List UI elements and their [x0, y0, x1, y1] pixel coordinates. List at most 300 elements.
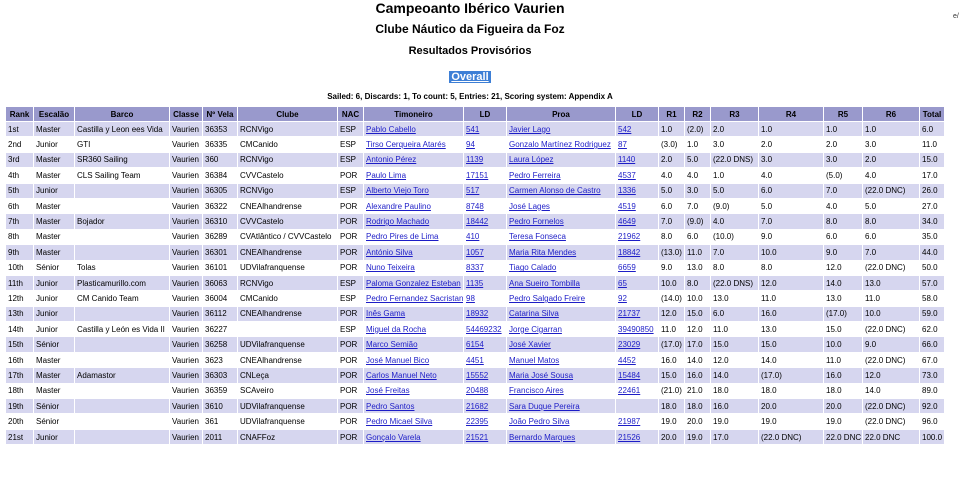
cell-nvela: 36303 — [203, 368, 237, 382]
cell-proa[interactable]: Teresa Fonseca — [507, 230, 615, 244]
cell-r6: 22.0 DNC — [863, 430, 919, 444]
cell-ld-crew[interactable]: 4452 — [616, 353, 658, 367]
cell-r3: 12.0 — [711, 353, 758, 367]
cell-r6: 12.0 — [863, 368, 919, 382]
cell-nvela: 36305 — [203, 184, 237, 198]
club-name: Clube Náutico da Figueira da Foz — [375, 22, 565, 36]
cell-r4: 12.0 — [759, 276, 823, 290]
table-row — [6, 230, 944, 244]
cell-rank: 7th — [6, 214, 33, 228]
cell-nvela: 36384 — [203, 168, 237, 182]
cell-r4: (17.0) — [759, 368, 823, 382]
cell-nac: ESP — [338, 322, 363, 336]
cell-rank: 1st — [6, 122, 33, 136]
cell-timoneiro[interactable]: José Freitas — [364, 384, 463, 398]
cell-ld-crew[interactable]: 22461 — [616, 384, 658, 398]
cell-timoneiro[interactable]: Pedro Micael Silva — [364, 414, 463, 428]
cell-classe: Vaurien — [170, 353, 202, 367]
cell-barco — [75, 414, 169, 428]
cell-total: 58.0 — [920, 291, 944, 305]
cell-escalao: Junior — [34, 430, 74, 444]
cell-classe: Vaurien — [170, 122, 202, 136]
cell-r5: 14.0 — [824, 276, 862, 290]
cell-r2: 16.0 — [685, 368, 710, 382]
cell-ld-helm[interactable]: 1135 — [464, 276, 506, 290]
cell-r2: 8.0 — [685, 276, 710, 290]
cell-r4: 16.0 — [759, 307, 823, 321]
cell-escalao: Master — [34, 353, 74, 367]
cell-classe: Vaurien — [170, 430, 202, 444]
cell-nac: POR — [338, 245, 363, 259]
cell-r5: 16.0 — [824, 368, 862, 382]
cell-r1: 1.0 — [659, 122, 684, 136]
cell-barco — [75, 230, 169, 244]
cell-r4: (22.0 DNC) — [759, 430, 823, 444]
column-header-barco: Barco — [75, 107, 169, 121]
cell-proa[interactable]: Francisco Aires — [507, 384, 615, 398]
cell-escalao: Sénior — [34, 337, 74, 351]
cell-ld-helm[interactable]: 18442 — [464, 214, 506, 228]
column-header-r2: R2 — [685, 107, 710, 121]
cell-ld-helm[interactable]: 8748 — [464, 199, 506, 213]
cell-ld-crew[interactable]: 39490850 — [616, 322, 658, 336]
cell-clube — [238, 322, 337, 336]
cell-proa[interactable]: João Pedro Silva — [507, 414, 615, 428]
cell-proa[interactable]: Jorge Cigarran — [507, 322, 615, 336]
cell-proa[interactable]: Javier Lago — [507, 122, 615, 136]
table-row — [6, 414, 944, 428]
cell-ld-crew[interactable]: 15484 — [616, 368, 658, 382]
column-header-escalao: Escalão — [34, 107, 74, 121]
cell-ld-helm[interactable]: 1057 — [464, 245, 506, 259]
cell-nac: POR — [338, 230, 363, 244]
cell-total: 59.0 — [920, 307, 944, 321]
cell-proa[interactable]: Pedro Ferreira — [507, 168, 615, 182]
cell-r3: (9.0) — [711, 199, 758, 213]
cell-r5: (17.0) — [824, 307, 862, 321]
cell-r2: 21.0 — [685, 384, 710, 398]
cell-r6: 8.0 — [863, 214, 919, 228]
cell-r3: 8.0 — [711, 261, 758, 275]
cell-classe: Vaurien — [170, 230, 202, 244]
cell-total: 57.0 — [920, 276, 944, 290]
cell-r1: 2.0 — [659, 153, 684, 167]
column-header-r1: R1 — [659, 107, 684, 121]
cell-r3: 16.0 — [711, 399, 758, 413]
cell-classe: Vaurien — [170, 153, 202, 167]
cell-r6: (22.0 DNC) — [863, 414, 919, 428]
cell-r6: (22.0 DNC) — [863, 399, 919, 413]
cell-r4: 6.0 — [759, 184, 823, 198]
cell-ld-crew[interactable]: 542 — [616, 122, 658, 136]
cell-ld-crew[interactable]: 21962 — [616, 230, 658, 244]
cell-r2: 13.0 — [685, 261, 710, 275]
cell-rank: 19th — [6, 399, 33, 413]
cell-ld-helm[interactable]: 541 — [464, 122, 506, 136]
cell-timoneiro[interactable]: Gonçalo Varela — [364, 430, 463, 444]
cell-classe: Vaurien — [170, 337, 202, 351]
cell-r2: (9.0) — [685, 214, 710, 228]
cell-nac: ESP — [338, 291, 363, 305]
cell-ld-crew[interactable]: 87 — [616, 137, 658, 151]
cell-timoneiro[interactable]: Inês Gama — [364, 307, 463, 321]
cell-nvela: 36258 — [203, 337, 237, 351]
cell-r5: 2.0 — [824, 137, 862, 151]
cell-timoneiro[interactable]: Alexandre Paulino — [364, 199, 463, 213]
cell-proa[interactable]: Maria José Sousa — [507, 368, 615, 382]
cell-barco — [75, 307, 169, 321]
cell-nvela: 36289 — [203, 230, 237, 244]
table-row — [6, 168, 944, 182]
cell-r3: 4.0 — [711, 214, 758, 228]
cell-classe: Vaurien — [170, 307, 202, 321]
cell-ld-helm[interactable]: 22395 — [464, 414, 506, 428]
cell-classe: Vaurien — [170, 399, 202, 413]
cell-clube: RCNVigo — [238, 184, 337, 198]
cell-r2: 1.0 — [685, 137, 710, 151]
cell-barco: Adamastor — [75, 368, 169, 382]
cell-r6: 1.0 — [863, 122, 919, 136]
cell-escalao: Master — [34, 368, 74, 382]
cell-nvela: 36359 — [203, 384, 237, 398]
cell-nac: POR — [338, 399, 363, 413]
cell-rank: 5th — [6, 184, 33, 198]
cell-r1: 9.0 — [659, 261, 684, 275]
cell-escalao: Sénior — [34, 399, 74, 413]
cell-r4: 1.0 — [759, 122, 823, 136]
table-row — [6, 276, 944, 290]
cell-proa[interactable]: Bernardo Marques — [507, 430, 615, 444]
cell-classe: Vaurien — [170, 137, 202, 151]
cell-rank: 2nd — [6, 137, 33, 151]
cell-classe: Vaurien — [170, 199, 202, 213]
table-row — [6, 184, 944, 198]
cell-proa[interactable]: Maria Rita Mendes — [507, 245, 615, 259]
column-header-rank: Rank — [6, 107, 33, 121]
cell-ld-helm[interactable]: 410 — [464, 230, 506, 244]
cell-clube: SCAveiro — [238, 384, 337, 398]
cell-ld-helm[interactable]: 4451 — [464, 353, 506, 367]
cell-r6: 6.0 — [863, 230, 919, 244]
cell-nac: POR — [338, 307, 363, 321]
table-row — [6, 353, 944, 367]
cell-r5: 3.0 — [824, 153, 862, 167]
cell-nvela: 36112 — [203, 307, 237, 321]
table-row — [6, 322, 944, 336]
cell-r3: 6.0 — [711, 307, 758, 321]
table-header-row — [6, 107, 944, 121]
cell-timoneiro[interactable]: Pedro Santos — [364, 399, 463, 413]
cell-proa[interactable]: Catarina Silva — [507, 307, 615, 321]
cell-barco — [75, 199, 169, 213]
cell-nac: POR — [338, 337, 363, 351]
cell-barco — [75, 245, 169, 259]
cell-r1: 8.0 — [659, 230, 684, 244]
scoring-summary: Sailed: 6, Discards: 1, To count: 5, Entries: 21, Scoring system: Appendix A — [327, 92, 613, 101]
cell-nac: ESP — [338, 122, 363, 136]
cell-classe: Vaurien — [170, 276, 202, 290]
cell-ld-helm[interactable]: 17151 — [464, 168, 506, 182]
cell-classe: Vaurien — [170, 368, 202, 382]
column-header-r5: R5 — [824, 107, 862, 121]
cell-rank: 16th — [6, 353, 33, 367]
cell-barco — [75, 384, 169, 398]
cell-ld-helm[interactable]: 54469232 — [464, 322, 506, 336]
results-subtitle: Resultados Provisórios — [408, 45, 532, 57]
cell-r6: (22.0 DNC) — [863, 261, 919, 275]
cell-r2: 4.0 — [685, 168, 710, 182]
cell-r3: (22.0 DNS) — [711, 153, 758, 167]
cell-r3: 17.0 — [711, 430, 758, 444]
cell-classe: Vaurien — [170, 184, 202, 198]
cell-r4: 5.0 — [759, 199, 823, 213]
cell-r3: 5.0 — [711, 184, 758, 198]
cell-r4: 15.0 — [759, 337, 823, 351]
cell-ld-helm[interactable]: 18932 — [464, 307, 506, 321]
cell-r2: 12.0 — [685, 322, 710, 336]
cell-r1: (14.0) — [659, 291, 684, 305]
cell-r5: 15.0 — [824, 322, 862, 336]
cell-rank: 9th — [6, 245, 33, 259]
cell-clube: CVVCastelo — [238, 168, 337, 182]
cell-total: 11.0 — [920, 137, 944, 151]
cell-clube: CNEAlhandrense — [238, 245, 337, 259]
cell-rank: 21st — [6, 430, 33, 444]
table-row — [6, 199, 944, 213]
cell-nac: ESP — [338, 276, 363, 290]
cell-nvela: 36301 — [203, 245, 237, 259]
cell-r1: (3.0) — [659, 137, 684, 151]
cell-classe: Vaurien — [170, 214, 202, 228]
cell-barco: Castilla y Leon ees Vida — [75, 122, 169, 136]
cell-proa[interactable]: Ana Sueiro Tombilla — [507, 276, 615, 290]
cell-total: 6.0 — [920, 122, 944, 136]
cell-clube: CVAtlântico / CVVCastelo — [238, 230, 337, 244]
cell-classe: Vaurien — [170, 291, 202, 305]
cell-nvela: 36335 — [203, 137, 237, 151]
cell-r4: 7.0 — [759, 214, 823, 228]
cell-r6: (22.0 DNC) — [863, 353, 919, 367]
cell-rank: 18th — [6, 384, 33, 398]
cell-timoneiro[interactable]: Carlos Manuel Neto — [364, 368, 463, 382]
cell-timoneiro[interactable]: António Silva — [364, 245, 463, 259]
cell-total: 27.0 — [920, 199, 944, 213]
cell-proa[interactable]: José Xavier — [507, 337, 615, 351]
cell-escalao: Sénior — [34, 414, 74, 428]
cell-r6: 2.0 — [863, 153, 919, 167]
cell-r4: 3.0 — [759, 153, 823, 167]
cell-nvela: 36004 — [203, 291, 237, 305]
cell-ld-crew[interactable]: 21526 — [616, 430, 658, 444]
cell-ld-helm[interactable]: 20488 — [464, 384, 506, 398]
cell-ld-helm[interactable]: 98 — [464, 291, 506, 305]
cell-ld-crew[interactable]: 23029 — [616, 337, 658, 351]
cell-escalao: Master — [34, 168, 74, 182]
cell-proa[interactable]: Carmen Alonso de Castro — [507, 184, 615, 198]
cell-escalao: Sénior — [34, 261, 74, 275]
cell-r5: 12.0 — [824, 261, 862, 275]
cell-timoneiro[interactable]: Paulo Lima — [364, 168, 463, 182]
cell-total: 17.0 — [920, 168, 944, 182]
cell-r6: 9.0 — [863, 337, 919, 351]
cell-r4: 13.0 — [759, 322, 823, 336]
cell-total: 44.0 — [920, 245, 944, 259]
cell-total: 92.0 — [920, 399, 944, 413]
cell-r4: 19.0 — [759, 414, 823, 428]
cell-ld-helm[interactable]: 1139 — [464, 153, 506, 167]
cell-barco — [75, 184, 169, 198]
column-header-nac: NAC — [338, 107, 363, 121]
cell-r6: 5.0 — [863, 199, 919, 213]
cell-timoneiro[interactable]: Nuno Teixeira — [364, 261, 463, 275]
table-row — [6, 261, 944, 275]
cell-total: 50.0 — [920, 261, 944, 275]
cell-nac: POR — [338, 261, 363, 275]
cell-r4: 11.0 — [759, 291, 823, 305]
cell-r6: (22.0 DNC) — [863, 322, 919, 336]
cell-rank: 6th — [6, 199, 33, 213]
cell-ld-crew[interactable]: 92 — [616, 291, 658, 305]
cell-timoneiro[interactable]: Pedro Pires de Lima — [364, 230, 463, 244]
cell-escalao: Master — [34, 214, 74, 228]
cell-ld-helm[interactable]: 8337 — [464, 261, 506, 275]
table-row — [6, 122, 944, 136]
table-row — [6, 368, 944, 382]
cell-ld-helm[interactable]: 94 — [464, 137, 506, 151]
cell-clube: CMCanido — [238, 291, 337, 305]
cell-ld-crew[interactable]: 21737 — [616, 307, 658, 321]
cell-r3: (10.0) — [711, 230, 758, 244]
cell-escalao: Junior — [34, 322, 74, 336]
cell-r1: 15.0 — [659, 368, 684, 382]
cell-r2: 15.0 — [685, 307, 710, 321]
cell-ld-helm[interactable]: 21521 — [464, 430, 506, 444]
cell-ld-crew[interactable]: 4537 — [616, 168, 658, 182]
cell-classe: Vaurien — [170, 414, 202, 428]
cell-clube: RCNVigo — [238, 122, 337, 136]
cell-proa[interactable]: Tiago Calado — [507, 261, 615, 275]
cell-escalao: Master — [34, 245, 74, 259]
cell-nvela: 360 — [203, 153, 237, 167]
cell-r5: 6.0 — [824, 230, 862, 244]
cell-clube: CNEAlhandrense — [238, 307, 337, 321]
cell-timoneiro[interactable]: Pedro Fernandez Sacristan — [364, 291, 463, 305]
table-row — [6, 291, 944, 305]
cell-r6: 3.0 — [863, 137, 919, 151]
column-header-r3: R3 — [711, 107, 758, 121]
cell-timoneiro[interactable]: Marco Semião — [364, 337, 463, 351]
cell-timoneiro[interactable]: Antonio Pérez — [364, 153, 463, 167]
cell-ld-helm[interactable]: 517 — [464, 184, 506, 198]
cell-r2: 6.0 — [685, 230, 710, 244]
cell-clube: CNEAlhandrense — [238, 353, 337, 367]
cell-r5: 9.0 — [824, 245, 862, 259]
cell-r4: 4.0 — [759, 168, 823, 182]
cell-nac: ESP — [338, 137, 363, 151]
cell-nac: POR — [338, 168, 363, 182]
cell-proa[interactable]: Gonzalo Martínez Rodriguez — [507, 137, 615, 151]
cell-timoneiro[interactable]: Rodrigo Machado — [364, 214, 463, 228]
cell-rank: 8th — [6, 230, 33, 244]
cell-rank: 11th — [6, 276, 33, 290]
cell-nvela: 361 — [203, 414, 237, 428]
cell-ld-crew[interactable]: 4519 — [616, 199, 658, 213]
cell-total: 62.0 — [920, 322, 944, 336]
cell-r3: 7.0 — [711, 245, 758, 259]
cell-r3: 15.0 — [711, 337, 758, 351]
cell-escalao: Junior — [34, 307, 74, 321]
cell-escalao: Junior — [34, 184, 74, 198]
cell-ld-crew[interactable]: 1336 — [616, 184, 658, 198]
cell-timoneiro[interactable]: Miguel da Rocha — [364, 322, 463, 336]
cell-classe: Vaurien — [170, 384, 202, 398]
cell-r5: 1.0 — [824, 122, 862, 136]
cell-proa[interactable]: José Lages — [507, 199, 615, 213]
cell-total: 66.0 — [920, 337, 944, 351]
table-row — [6, 245, 944, 259]
cell-barco — [75, 337, 169, 351]
cell-ld-helm[interactable]: 21682 — [464, 399, 506, 413]
cell-ld-crew — [616, 399, 658, 413]
cell-ld-crew[interactable]: 4649 — [616, 214, 658, 228]
cell-ld-crew[interactable]: 1140 — [616, 153, 658, 167]
cell-rank: 17th — [6, 368, 33, 382]
cell-proa[interactable]: Pedro Salgado Freire — [507, 291, 615, 305]
cell-timoneiro[interactable]: José Manuel Bico — [364, 353, 463, 367]
cell-ld-crew[interactable]: 21987 — [616, 414, 658, 428]
overall-link[interactable]: Overall — [451, 71, 489, 83]
cell-proa[interactable]: Laura López — [507, 153, 615, 167]
table-row — [6, 153, 944, 167]
cell-r1: 5.0 — [659, 184, 684, 198]
cell-proa[interactable]: Manuel Matos — [507, 353, 615, 367]
cell-r3: 14.0 — [711, 368, 758, 382]
cell-ld-crew[interactable]: 6659 — [616, 261, 658, 275]
cell-nac: POR — [338, 353, 363, 367]
cell-ld-helm[interactable]: 6154 — [464, 337, 506, 351]
cell-timoneiro[interactable]: Alberto Viejo Toro — [364, 184, 463, 198]
cell-r5: 13.0 — [824, 291, 862, 305]
cell-proa[interactable]: Sara Duque Pereira — [507, 399, 615, 413]
cell-total: 100.0 — [920, 430, 944, 444]
cell-r3: 1.0 — [711, 168, 758, 182]
cell-ld-crew[interactable]: 18842 — [616, 245, 658, 259]
cell-rank: 10th — [6, 261, 33, 275]
cell-proa[interactable]: Pedro Fornelos — [507, 214, 615, 228]
cell-classe: Vaurien — [170, 261, 202, 275]
cell-total: 34.0 — [920, 214, 944, 228]
cell-timoneiro[interactable]: Pablo Cabello — [364, 122, 463, 136]
cell-r1: 11.0 — [659, 322, 684, 336]
cell-ld-helm[interactable]: 15552 — [464, 368, 506, 382]
cell-r1: 18.0 — [659, 399, 684, 413]
cell-timoneiro[interactable]: Paloma Gonzalez Esteban — [364, 276, 463, 290]
cell-r5: 20.0 — [824, 399, 862, 413]
column-header-ld-helm: LD — [464, 107, 506, 121]
cell-ld-crew[interactable]: 65 — [616, 276, 658, 290]
column-header-r4: R4 — [759, 107, 823, 121]
cell-nac: ESP — [338, 153, 363, 167]
cell-barco: Tolas — [75, 261, 169, 275]
column-header-timoneiro: Timoneiro — [364, 107, 463, 121]
cell-rank: 3rd — [6, 153, 33, 167]
cell-r6: (22.0 DNC) — [863, 184, 919, 198]
cell-nvela: 3610 — [203, 399, 237, 413]
cell-timoneiro[interactable]: Tirso Cerqueira Atarés — [364, 137, 463, 151]
cell-r5: 7.0 — [824, 184, 862, 198]
cell-clube: CMCanido — [238, 137, 337, 151]
cell-clube: UDVilafranquense — [238, 337, 337, 351]
